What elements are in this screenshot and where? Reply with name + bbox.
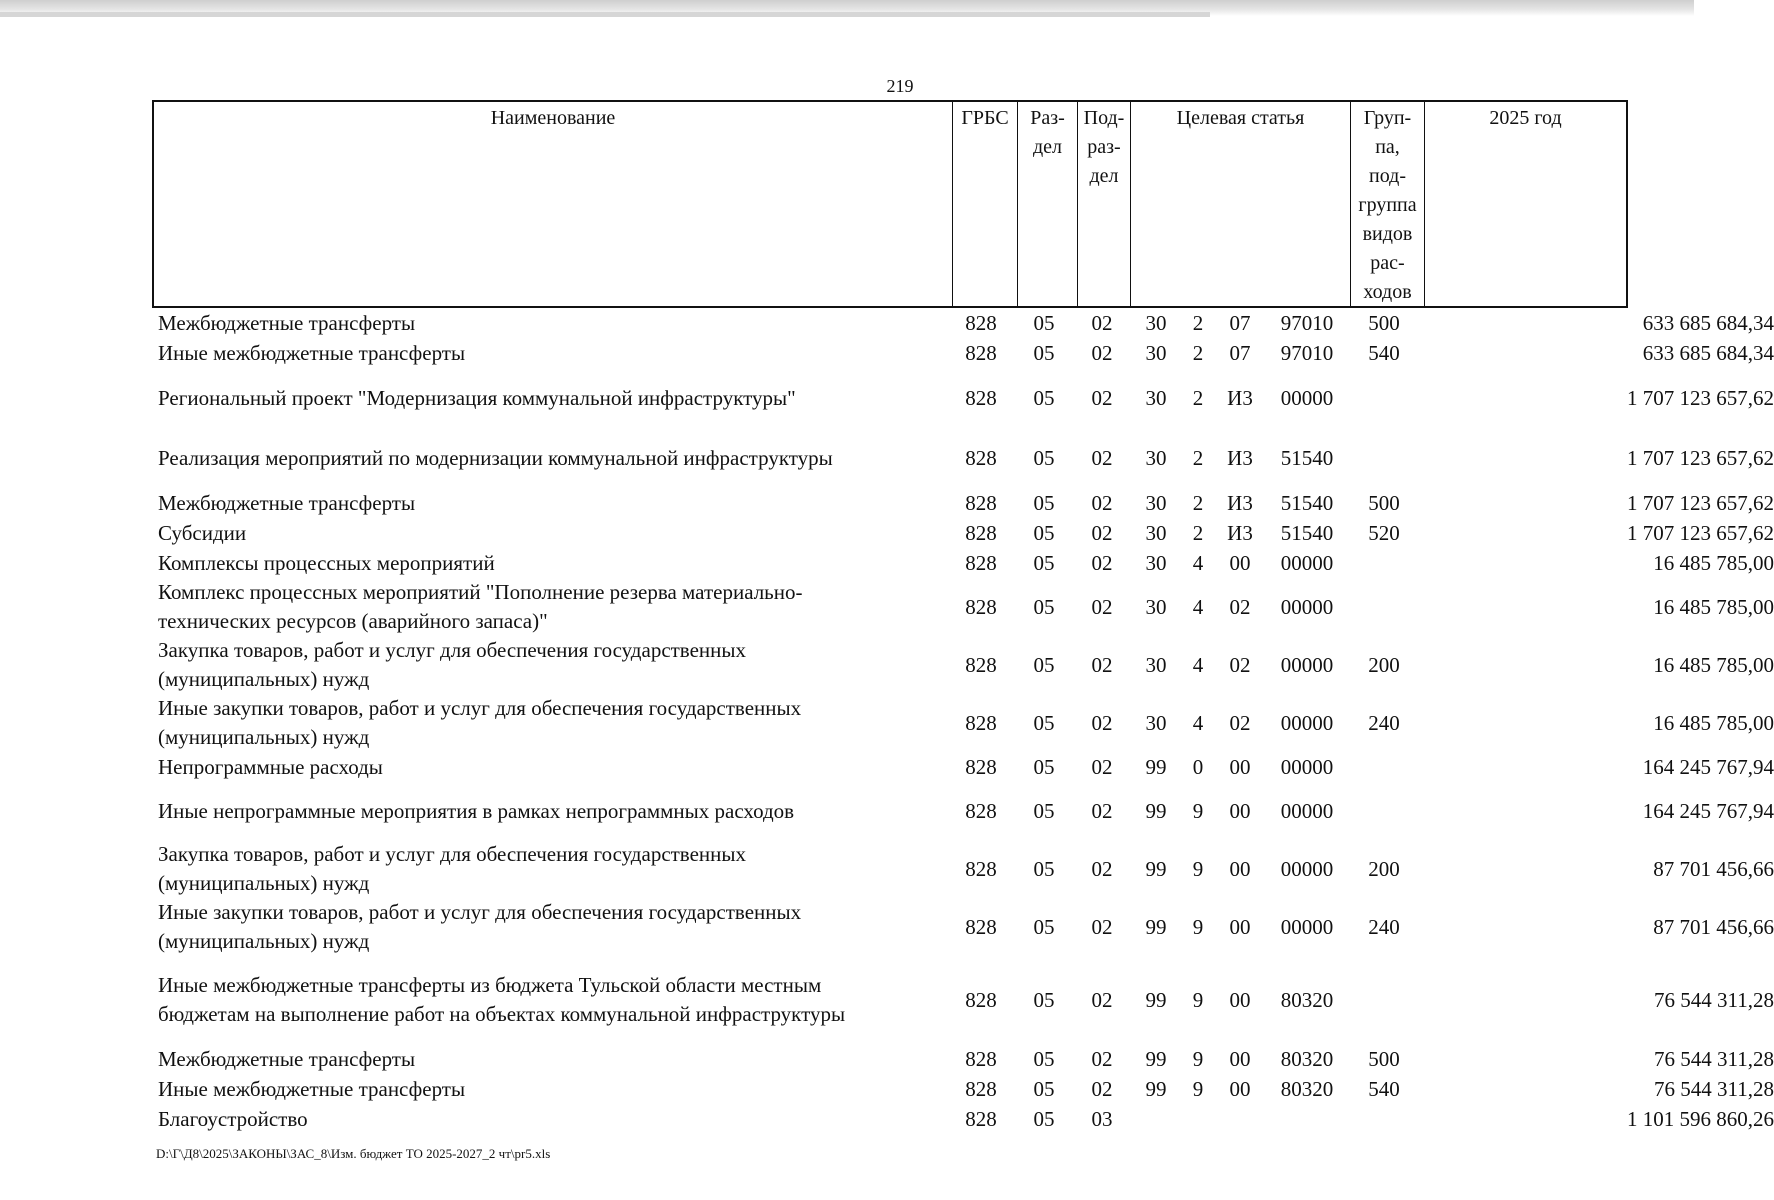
row-expense-type: 520 <box>1368 520 1400 545</box>
row-grbs: 828 <box>965 340 997 365</box>
row-name-line: бюджетам на выполнение работ на объектах коммунальной инфраструктуры <box>158 1002 846 1026</box>
row-target-type: 9 <box>1192 914 1204 939</box>
row-name <box>158 1074 948 1104</box>
row-target-direction: 80320 <box>1280 987 1334 1012</box>
row-amount: 164 245 767,94 <box>1642 754 1774 779</box>
row-grbs: 828 <box>965 490 997 515</box>
row-target-direction <box>1266 1104 1348 1134</box>
row-target-type: 2 <box>1192 445 1204 470</box>
header-podrazdel-line: раз- <box>1087 136 1121 158</box>
row-name-line: (муниципальных) нужд <box>158 725 370 749</box>
row-name-line: Региональный проект "Модернизация коммунальной инфраструктуры" <box>158 385 796 410</box>
row-razdel: 05 <box>1033 652 1055 677</box>
row-name-line: Иные межбюджетные трансферты <box>158 340 466 365</box>
header-vr-line: группа <box>1358 194 1417 216</box>
row-target-program: 30 <box>1145 340 1167 365</box>
row-target-subprogram: 00 <box>1229 754 1251 779</box>
row-target-subprogram: 00 <box>1229 856 1251 881</box>
header-razdel <box>1017 102 1077 306</box>
row-target-type: 9 <box>1192 798 1204 823</box>
table-row <box>152 338 1774 368</box>
row-razdel: 05 <box>1033 445 1055 470</box>
row-amount: 1 707 123 657,62 <box>1627 490 1774 515</box>
row-podrazdel: 02 <box>1091 1046 1113 1071</box>
row-target-subprogram: 07 <box>1229 310 1251 335</box>
row-name-line: Межбюджетные трансферты <box>158 310 416 335</box>
row-grbs: 828 <box>965 1076 997 1101</box>
table-row <box>152 636 1774 694</box>
row-target-subprogram: И3 <box>1227 490 1253 515</box>
row-name <box>158 1104 948 1134</box>
row-amount: 1 707 123 657,62 <box>1627 445 1774 470</box>
row-expense-type: 540 <box>1368 1076 1400 1101</box>
row-target-subprogram: И3 <box>1227 445 1253 470</box>
row-amount: 16 485 785,00 <box>1653 550 1774 575</box>
row-target-program: 99 <box>1145 798 1167 823</box>
row-target-direction: 00000 <box>1280 550 1334 575</box>
row-target-program: 30 <box>1145 710 1167 735</box>
row-grbs: 828 <box>965 310 997 335</box>
table-header <box>152 100 1628 308</box>
row-target-program: 30 <box>1145 310 1167 335</box>
row-target-direction: 00000 <box>1280 856 1334 881</box>
row-target-type: 4 <box>1192 594 1204 619</box>
row-name-line: Закупка товаров, работ и услуг для обеспечения государственных <box>158 842 747 866</box>
header-grbs <box>952 102 1017 306</box>
row-target-type: 4 <box>1192 652 1204 677</box>
table-row <box>152 782 1774 840</box>
row-razdel: 05 <box>1033 490 1055 515</box>
header-vr-line: рас- <box>1370 252 1405 274</box>
row-razdel: 05 <box>1033 594 1055 619</box>
row-name-line: Межбюджетные трансферты <box>158 1046 416 1071</box>
row-target-direction: 00000 <box>1280 710 1334 735</box>
row-amount: 1 707 123 657,62 <box>1627 385 1774 410</box>
row-target-direction: 00000 <box>1280 594 1334 619</box>
row-amount: 16 485 785,00 <box>1653 710 1774 735</box>
row-podrazdel: 02 <box>1091 445 1113 470</box>
row-expense-type <box>1348 578 1420 636</box>
row-target-direction: 80320 <box>1280 1046 1334 1071</box>
row-target-program: 99 <box>1145 856 1167 881</box>
row-name-line: Комплекс процессных мероприятий "Пополнение резерва материально- <box>158 580 803 604</box>
row-name <box>158 488 948 518</box>
table-row <box>152 1074 1774 1104</box>
header-year-label: 2025 год <box>1489 107 1562 129</box>
row-target-direction: 80320 <box>1280 1076 1334 1101</box>
header-vr-line: Груп- <box>1363 107 1412 129</box>
table-row <box>152 428 1774 488</box>
row-name <box>158 578 948 636</box>
row-name-line: (муниципальных) нужд <box>158 667 370 691</box>
scan-edge-bar <box>0 12 1210 17</box>
table-row <box>152 308 1774 338</box>
row-name <box>158 368 948 428</box>
row-name <box>158 898 948 956</box>
header-grbs-label: ГРБС <box>961 107 1009 129</box>
row-target-direction: 00000 <box>1280 385 1334 410</box>
row-target-program: 30 <box>1145 550 1167 575</box>
row-expense-type <box>1348 782 1420 840</box>
header-vr-line: ходов <box>1363 281 1412 303</box>
row-target-subprogram: 02 <box>1229 652 1251 677</box>
header-name-label: Наименование <box>490 107 616 129</box>
row-target-direction: 00000 <box>1280 652 1334 677</box>
row-target-program: 30 <box>1145 594 1167 619</box>
row-podrazdel: 02 <box>1091 652 1113 677</box>
row-target-program: 99 <box>1145 987 1167 1012</box>
row-target-type: 9 <box>1192 1076 1204 1101</box>
row-target-type: 2 <box>1192 490 1204 515</box>
row-target-direction: 00000 <box>1280 754 1334 779</box>
row-amount: 87 701 456,66 <box>1653 914 1774 939</box>
row-amount: 164 245 767,94 <box>1642 798 1774 823</box>
row-name-line: Межбюджетные трансферты <box>158 490 416 515</box>
row-target-subprogram: 07 <box>1229 340 1251 365</box>
row-podrazdel: 02 <box>1091 310 1113 335</box>
header-podrazdel-line: Под- <box>1083 107 1125 129</box>
table-row <box>152 840 1774 898</box>
header-razdel-line: дел <box>1032 136 1063 158</box>
row-target-program: 30 <box>1145 520 1167 545</box>
row-razdel: 05 <box>1033 550 1055 575</box>
row-podrazdel: 02 <box>1091 340 1113 365</box>
row-name <box>158 518 948 548</box>
row-target-program <box>1130 1104 1182 1134</box>
row-name <box>158 308 948 338</box>
row-grbs: 828 <box>965 445 997 470</box>
table-row <box>152 1104 1774 1134</box>
row-amount: 76 544 311,28 <box>1654 987 1774 1012</box>
row-expense-type: 500 <box>1368 1046 1400 1071</box>
row-grbs: 828 <box>965 520 997 545</box>
row-target-type: 2 <box>1192 520 1204 545</box>
row-name-line: Иные закупки товаров, работ и услуг для обеспечения государственных <box>158 696 802 720</box>
row-podrazdel: 02 <box>1091 754 1113 779</box>
row-name-line: (муниципальных) нужд <box>158 871 370 895</box>
row-name-line: Реализация мероприятий по модернизации коммунальной инфраструктуры <box>158 445 833 470</box>
row-podrazdel: 02 <box>1091 710 1113 735</box>
table-row <box>152 548 1774 578</box>
row-name <box>158 956 948 1044</box>
row-podrazdel: 02 <box>1091 1076 1113 1101</box>
table-row <box>152 488 1774 518</box>
row-grbs: 828 <box>965 1046 997 1071</box>
header-vr-line: па, <box>1375 136 1400 158</box>
header-vid-rashodov <box>1350 102 1424 306</box>
row-name <box>158 694 948 752</box>
row-target-direction: 00000 <box>1280 798 1334 823</box>
row-target-subprogram: 00 <box>1229 1046 1251 1071</box>
row-amount: 87 701 456,66 <box>1653 856 1774 881</box>
row-name-line: Иные межбюджетные трансферты <box>158 1076 466 1101</box>
row-expense-type: 240 <box>1368 914 1400 939</box>
header-podrazdel <box>1077 102 1130 306</box>
header-vr-line: видов <box>1362 223 1413 245</box>
row-amount: 16 485 785,00 <box>1653 594 1774 619</box>
table-row <box>152 578 1774 636</box>
row-target-program: 30 <box>1145 490 1167 515</box>
row-podrazdel: 02 <box>1091 490 1113 515</box>
row-razdel: 05 <box>1033 520 1055 545</box>
row-expense-type: 500 <box>1368 490 1400 515</box>
row-razdel: 05 <box>1033 710 1055 735</box>
row-razdel: 05 <box>1033 340 1055 365</box>
row-target-program: 99 <box>1145 754 1167 779</box>
header-target-label: Целевая статья <box>1176 107 1305 129</box>
row-podrazdel: 03 <box>1091 1106 1113 1131</box>
header-year <box>1424 102 1626 306</box>
row-expense-type <box>1348 368 1420 428</box>
row-amount: 1 707 123 657,62 <box>1627 520 1774 545</box>
row-name-line: Иные закупки товаров, работ и услуг для обеспечения государственных <box>158 900 802 924</box>
row-podrazdel: 02 <box>1091 798 1113 823</box>
row-razdel: 05 <box>1033 310 1055 335</box>
row-grbs: 828 <box>965 550 997 575</box>
row-expense-type <box>1348 548 1420 578</box>
row-target-subprogram: 02 <box>1229 594 1251 619</box>
row-grbs: 828 <box>965 798 997 823</box>
table-row <box>152 368 1774 428</box>
row-amount: 16 485 785,00 <box>1653 652 1774 677</box>
row-target-type: 0 <box>1192 754 1204 779</box>
row-razdel: 05 <box>1033 1106 1055 1131</box>
row-name <box>158 782 948 840</box>
header-podrazdel-line: дел <box>1089 165 1119 187</box>
row-podrazdel: 02 <box>1091 520 1113 545</box>
row-amount: 76 544 311,28 <box>1654 1076 1774 1101</box>
row-grbs: 828 <box>965 594 997 619</box>
row-target-subprogram: И3 <box>1227 385 1253 410</box>
row-podrazdel: 02 <box>1091 550 1113 575</box>
row-target-subprogram: 00 <box>1229 987 1251 1012</box>
row-name-line: Непрограммные расходы <box>158 754 383 779</box>
row-razdel: 05 <box>1033 385 1055 410</box>
row-grbs: 828 <box>965 856 997 881</box>
header-vr-line: под- <box>1369 165 1406 187</box>
row-target-program: 99 <box>1145 1046 1167 1071</box>
row-name-line: технических ресурсов (аварийного запаса)" <box>158 609 548 633</box>
table-row <box>152 694 1774 752</box>
row-target-program: 99 <box>1145 914 1167 939</box>
row-amount: 1 101 596 860,26 <box>1627 1106 1774 1131</box>
row-expense-type: 200 <box>1368 856 1400 881</box>
row-target-type: 9 <box>1192 987 1204 1012</box>
row-target-type: 2 <box>1192 310 1204 335</box>
row-razdel: 05 <box>1033 1076 1055 1101</box>
file-path-footer: D:\Г\Д8\2025\ЗАКОНЫ\ЗАС_8\Изм. бюджет ТО 2025-2027_2 чт\pr5.xls <box>156 1146 551 1161</box>
row-target-direction: 97010 <box>1280 310 1334 335</box>
row-amount: 633 685 684,34 <box>1642 340 1774 365</box>
row-grbs: 828 <box>965 710 997 735</box>
row-target-direction: 51540 <box>1280 520 1334 545</box>
row-name <box>158 338 948 368</box>
row-expense-type <box>1348 752 1420 782</box>
row-expense-type <box>1348 956 1420 1044</box>
row-target-subprogram <box>1214 1104 1266 1134</box>
row-name-line: (муниципальных) нужд <box>158 929 370 953</box>
row-name <box>158 752 948 782</box>
row-expense-type: 200 <box>1368 652 1400 677</box>
row-name <box>158 840 948 898</box>
header-target <box>1130 102 1350 306</box>
row-grbs: 828 <box>965 914 997 939</box>
table-row <box>152 1044 1774 1074</box>
row-razdel: 05 <box>1033 856 1055 881</box>
row-target-type: 4 <box>1192 710 1204 735</box>
row-razdel: 05 <box>1033 798 1055 823</box>
row-podrazdel: 02 <box>1091 856 1113 881</box>
row-name-line: Комплексы процессных мероприятий <box>158 550 495 575</box>
row-name-line: Иные непрограммные мероприятия в рамках непрограммных расходов <box>158 798 795 823</box>
row-target-program: 30 <box>1145 385 1167 410</box>
row-target-direction: 51540 <box>1280 490 1334 515</box>
row-name <box>158 636 948 694</box>
row-expense-type: 500 <box>1368 310 1400 335</box>
row-name <box>158 1044 948 1074</box>
row-target-subprogram: И3 <box>1227 520 1253 545</box>
row-target-subprogram: 00 <box>1229 550 1251 575</box>
row-grbs: 828 <box>965 652 997 677</box>
row-name-line: Закупка товаров, работ и услуг для обеспечения государственных <box>158 638 747 662</box>
row-name <box>158 428 948 488</box>
row-target-program: 99 <box>1145 1076 1167 1101</box>
row-podrazdel: 02 <box>1091 914 1113 939</box>
row-podrazdel: 02 <box>1091 385 1113 410</box>
row-target-direction: 51540 <box>1280 445 1334 470</box>
header-name <box>154 102 952 306</box>
row-expense-type: 240 <box>1368 710 1400 735</box>
row-amount: 76 544 311,28 <box>1654 1046 1774 1071</box>
row-target-direction: 97010 <box>1280 340 1334 365</box>
row-target-type: 9 <box>1192 1046 1204 1071</box>
row-target-subprogram: 00 <box>1229 914 1251 939</box>
table-row <box>152 518 1774 548</box>
row-razdel: 05 <box>1033 987 1055 1012</box>
row-podrazdel: 02 <box>1091 987 1113 1012</box>
row-target-subprogram: 00 <box>1229 1076 1251 1101</box>
row-target-type: 9 <box>1192 856 1204 881</box>
row-target-subprogram: 00 <box>1229 798 1251 823</box>
row-expense-type: 540 <box>1368 340 1400 365</box>
row-grbs: 828 <box>965 1106 997 1131</box>
table-row <box>152 898 1774 956</box>
row-amount: 633 685 684,34 <box>1642 310 1774 335</box>
row-razdel: 05 <box>1033 1046 1055 1071</box>
row-name-line: Субсидии <box>158 520 247 545</box>
row-grbs: 828 <box>965 754 997 779</box>
table-row <box>152 956 1774 1044</box>
row-podrazdel: 02 <box>1091 594 1113 619</box>
row-target-type: 2 <box>1192 385 1204 410</box>
row-target-direction: 00000 <box>1280 914 1334 939</box>
row-name-line: Иные межбюджетные трансферты из бюджета Тульской области местным <box>158 973 822 997</box>
header-razdel-line: Раз- <box>1030 107 1065 129</box>
row-target-type: 2 <box>1192 340 1204 365</box>
row-expense-type <box>1348 1104 1420 1134</box>
row-target-type: 4 <box>1192 550 1204 575</box>
row-target-program: 30 <box>1145 445 1167 470</box>
row-expense-type <box>1348 428 1420 488</box>
row-target-type <box>1182 1104 1214 1134</box>
row-target-program: 30 <box>1145 652 1167 677</box>
row-grbs: 828 <box>965 385 997 410</box>
row-target-subprogram: 02 <box>1229 710 1251 735</box>
row-razdel: 05 <box>1033 914 1055 939</box>
page-number: 219 <box>886 76 914 96</box>
row-razdel: 05 <box>1033 754 1055 779</box>
row-name-line: Благоустройство <box>158 1106 308 1131</box>
row-name <box>158 548 948 578</box>
row-grbs: 828 <box>965 987 997 1012</box>
table-row <box>152 752 1774 782</box>
